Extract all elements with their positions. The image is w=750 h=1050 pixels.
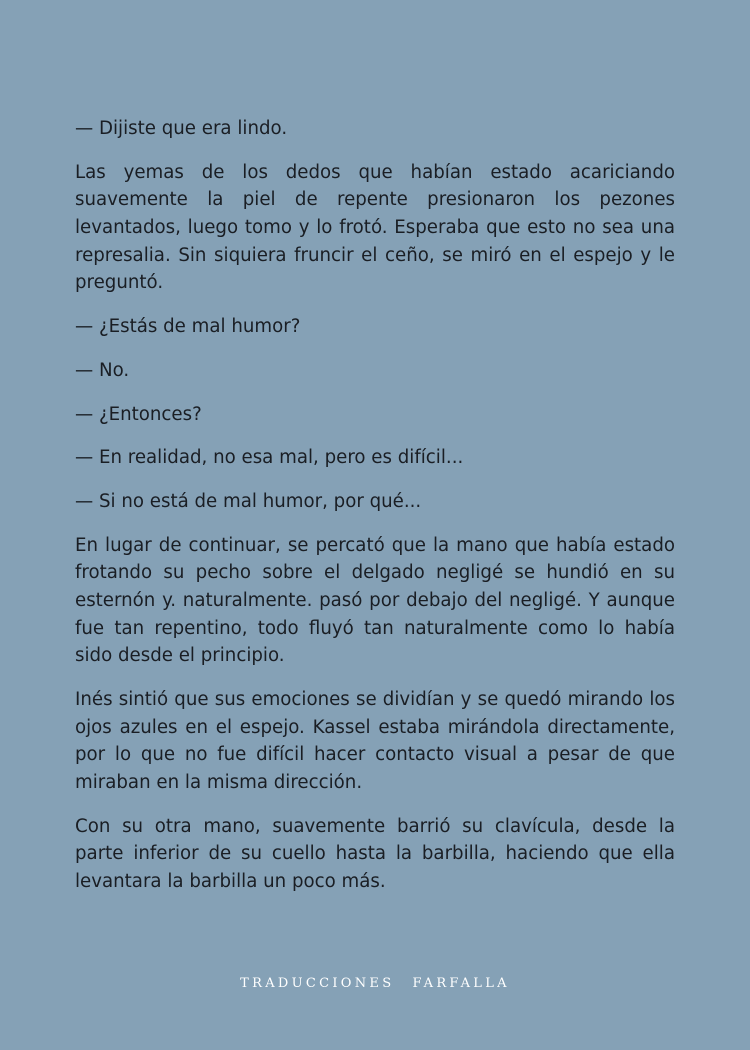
footer-word-2: FARFALLA xyxy=(412,976,510,991)
dialogue-line: — ¿Estás de mal humor? xyxy=(75,315,301,337)
narrative-paragraph: Con su otra mano, suavemente barrió su clavícula, desde la parte inferior de su cuello hasta la barbilla, haciendo que ella levantara la barbilla un poco más. xyxy=(75,815,675,892)
dialogue-line: — Si no está de mal humor, por qué... xyxy=(75,491,422,513)
narrative-paragraph: En lugar de continuar, se percató que la mano que había estado frotando su pecho sobre el delgado negligé se hundió en su esternón y. naturalmente. pasó por debajo del negligé. Y aunque fue tan repentino, todo fluyó tan naturalmente como lo había sido desde el principio. xyxy=(75,534,675,667)
dialogue-line: — ¿Entonces? xyxy=(75,403,202,425)
footer-word-1: TRADUCCIONES xyxy=(240,976,395,991)
dialogue-line: — En realidad, no esa mal, pero es difícil... xyxy=(75,447,464,469)
narrative-paragraph: Las yemas de los dedos que habían estado acariciando suavemente la piel de repente presionaron los pezones levantados, luego tomo y lo frotó. Esperaba que esto no sea una represalia. Sin siquiera fruncir el ceño, se miró en el espejo y le preguntó. xyxy=(75,161,675,294)
narrative-paragraph: Inés sintió que sus emociones se dividían y se quedó mirando los ojos azules en el espejo. Kassel estaba mirándola directamente, por lo que no fue difícil hacer contacto visual a pesar de que miraban en la misma dirección. xyxy=(75,689,675,793)
dialogue-line: — Dijiste que era lindo. xyxy=(75,118,288,139)
footer-credit xyxy=(0,976,750,991)
document-body xyxy=(75,115,675,912)
dialogue-line: — No. xyxy=(75,359,130,381)
